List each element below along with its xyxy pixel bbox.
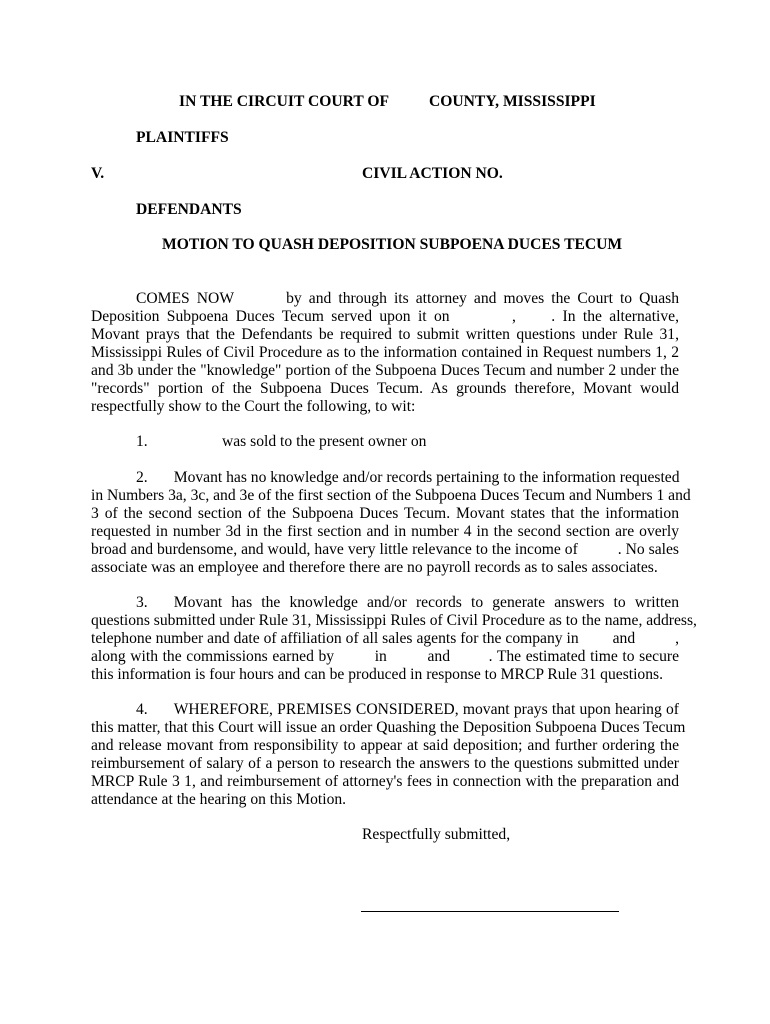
item-2-line-5: broad and burdensome, and would, have very little relevance to the income of . No sales <box>91 541 679 558</box>
item-2-line-3: 3 of the second section of the Subpoena Duces Tecum. Movant states that the information <box>91 505 679 522</box>
item-3-line-1: 3. Movant has the knowledge and/or records to generate answers to written <box>136 594 679 611</box>
item-1-text: was sold to the present owner on <box>222 433 427 450</box>
intro-line-6: "records" portion of the Subpoena Duces Tecum. As grounds therefore, Movant would <box>91 380 679 397</box>
item-3-line-3: telephone number and date of affiliation of all sales agents for the company in and , <box>91 630 680 647</box>
item-4-line-4: reimbursement of salary of a person to research the answers to the questions submitted under <box>91 755 679 772</box>
item-4-paragraph <box>91 701 686 809</box>
item-4-line-3: and release movant from responsibility to appear at said deposition; and further ordering the <box>91 737 679 754</box>
item-4-line-5: MRCP Rule 3 1, and reimbursement of attorney's fees in connection with the preparation and <box>91 773 679 790</box>
item-1-number: 1. <box>136 433 148 450</box>
item-4-line-1: 4. WHEREFORE, PREMISES CONSIDERED, movant prays that upon hearing of <box>136 701 679 718</box>
item-3-line-4: along with the commissions earned by in and . The estimated time to secure <box>91 648 679 665</box>
county-heading: COUNTY, MISSISSIPPI <box>429 93 596 110</box>
intro-line-1: COMES NOW by and through its attorney and moves the Court to Quash <box>136 290 680 307</box>
versus-label: V. <box>91 165 105 182</box>
item-2-line-1: 2. Movant has no knowledge and/or records pertaining to the information requested <box>136 469 680 486</box>
item-2-line-4: requested in number 3d in the first section and in number 4 in the second section are overly <box>91 523 679 540</box>
plaintiffs-label: PLAINTIFFS <box>136 129 229 146</box>
intro-line-2: Deposition Subpoena Duces Tecum served upon it on , . In the alternative, <box>91 308 679 325</box>
intro-line-5: and 3b under the "knowledge" portion of the Subpoena Duces Tecum and number 2 under the <box>91 362 679 379</box>
item-4-line-6: attendance at the hearing on this Motion. <box>91 791 347 808</box>
signature-line <box>361 911 619 912</box>
intro-line-4: Mississippi Rules of Civil Procedure as to the information contained in Request numbers 1, 2 <box>91 344 679 361</box>
intro-line-3: Movant prays that the Defendants be required to submit written questions under Rule 31, <box>91 326 679 343</box>
motion-title: MOTION TO QUASH DEPOSITION SUBPOENA DUCES TECUM <box>162 236 623 253</box>
item-2-line-2: in Numbers 3a, 3c, and 3e of the first section of the Subpoena Duces Tecum and Numbers 1 and <box>91 487 691 504</box>
item-3-paragraph <box>91 594 697 684</box>
item-3-line-5: this information is four hours and can be produced in response to MRCP Rule 31 questions. <box>91 666 663 683</box>
intro-paragraph <box>91 290 679 416</box>
item-2-paragraph <box>91 469 691 577</box>
court-heading: IN THE CIRCUIT COURT OF <box>179 93 390 110</box>
intro-line-7: respectfully show to the Court the following, to wit: <box>91 398 416 415</box>
item-2-line-6: associate was an employee and therefore there are no payroll records as to sales associates. <box>91 559 658 576</box>
item-3-line-2: questions submitted under Rule 31, Mississippi Rules of Civil Procedure as to the name, address, <box>91 612 697 629</box>
defendants-label: DEFENDANTS <box>136 201 242 218</box>
item-4-line-2: this matter, that this Court will issue an order Quashing the Deposition Subpoena Duces Tecum <box>91 719 686 736</box>
civil-action-label: CIVIL ACTION NO. <box>362 165 503 182</box>
closing-text: Respectfully submitted, <box>362 826 511 843</box>
